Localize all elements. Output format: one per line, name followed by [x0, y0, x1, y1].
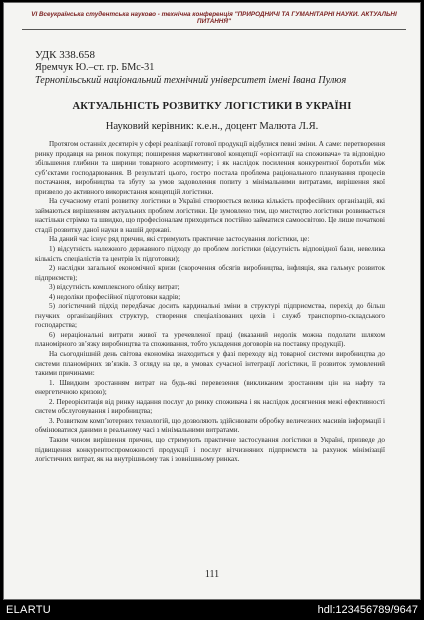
page-number: 111 — [204, 569, 220, 580]
supervisor-line: Науковий керівник: к.е.н., доцент Малюта Л.Я. — [105, 121, 319, 132]
paragraph: На сьогоднішній день світова економіка знаходиться у фазі переходу від товарної системи виробництва до системи планомірних зв’язків. З огляду на це, в умовах сучасної інтеграції логістики, її розвиток зумовлений такими причинами: — [35, 350, 385, 378]
paragraph: Таким чином вирішення причин, що стримують практичне застосування логістики в Україні, призведе до підвищення конкурентоспроможності продукції і послуг вітчизняних підприємств за рахунок мінімізації логістичних витрат, як на внутрішньому так і зовнішньому ринках. — [35, 435, 385, 464]
document-page — [3, 2, 421, 600]
author-line: Яремчук Ю.–ст. гр. БМс-31 — [35, 62, 155, 73]
article-title: АКТУАЛЬНІСТЬ РОЗВИТКУ ЛОГІСТИКИ В УКРАЇНІ — [72, 101, 352, 112]
list-item: 2. Переорієнтація від ринку надання послуг до ринку споживача і як наслідок досягнення межі ефективності систем обслуговування і виробництва; — [35, 397, 385, 416]
handle-identifier: hdl:123456789/9647 — [317, 604, 418, 616]
udc-code: УДК 338.658 — [35, 49, 96, 61]
header-divider — [22, 29, 406, 30]
conference-header: VI Всеукраїнська студентська науково - технічна конференція "ПРИРОДНИЧІ ТА ГУМАНІТАРНІ НАУКИ. АКТУАЛЬНІ ПИТАННЯ" — [31, 11, 397, 26]
list-item: 1) відсутність належного державного підходу до проблем логістики (відсутність відповідної бази, невелика кількість спеціалістів та центрів їх підготовки); — [35, 245, 385, 263]
repository-label: ELARTU — [6, 604, 51, 616]
list-item: 5) логістичний підхід передбачає досить кардинальні зміни в структурі підприємства, перехід до більш гнучких організаційних структур, створення спеціалізованих цехів і служб транспортно-складського господарства; — [35, 302, 385, 330]
paragraph: На сучасному етапі розвитку логістики в Україні створюється велика кількість професійних організацій, які займаються вирішенням актуальних проблем логістики. Це зумовлено тим, що мистецтво логістики розвивається настільки стрімко та швидко, що професіоналам приходиться постійно займатися самоосвітою. Це лише початкові стадії розвитку даної науки в нашій державі. — [35, 197, 385, 234]
list-item: 1. Швидким зростанням витрат на будь-які перевезення (викликаним зростанням цін на нафту та енергетичною кризою); — [35, 378, 385, 397]
list-item: 3) відсутність комплексного обліку витрат; — [49, 283, 180, 292]
list-item: 6) нераціональні витрати живої та уречевленої праці (вказаний недолік можна подолати шляхом планомірного зв’язку виробництва та споживання, тобто укладення договорів на поставку продукції). — [35, 330, 385, 349]
paragraph: Протягом останніх десятиріч у сфері реалізації готової продукції відбулися певні зміни. А саме: перетворення ринку продавця на ринок покупця; поширення маркетингової концепції «орієнтації на споживача» та відповідно збільшення глибини та ширини товарного асортименту; і як наслідок посилення конкурентної боротьби між суб’єктами господарювання. В результаті цього, гостро постала проблема раціонального планування процесів постачання, виробництва та збуту за умов задоволення попиту з мінімальними витратами, вирішення якої призвело до активного використання концепцій логістики. — [35, 140, 385, 196]
list-item: 2) наслідки загальної економічної кризи (скорочення обсягів виробництва, інфляція, яка гальмує розвиток підприємств); — [35, 264, 385, 282]
paragraph: На даний час існує ряд причин, які стримують практичне застосування логістики, це: — [49, 235, 310, 244]
list-item: 3. Розвитком комп’ютерних технологій, що дозволяють здійснювати обробку величезних масивів інформації і обмінюватися даними в реальному часі з мінімальними витратами. — [35, 416, 385, 435]
list-item: 4) недоліки професійної підготовки кадрів; — [49, 292, 181, 301]
article-body — [35, 140, 385, 465]
affiliation: Тернопільський національний технічний університет імені Івана Пулюя — [35, 75, 347, 86]
